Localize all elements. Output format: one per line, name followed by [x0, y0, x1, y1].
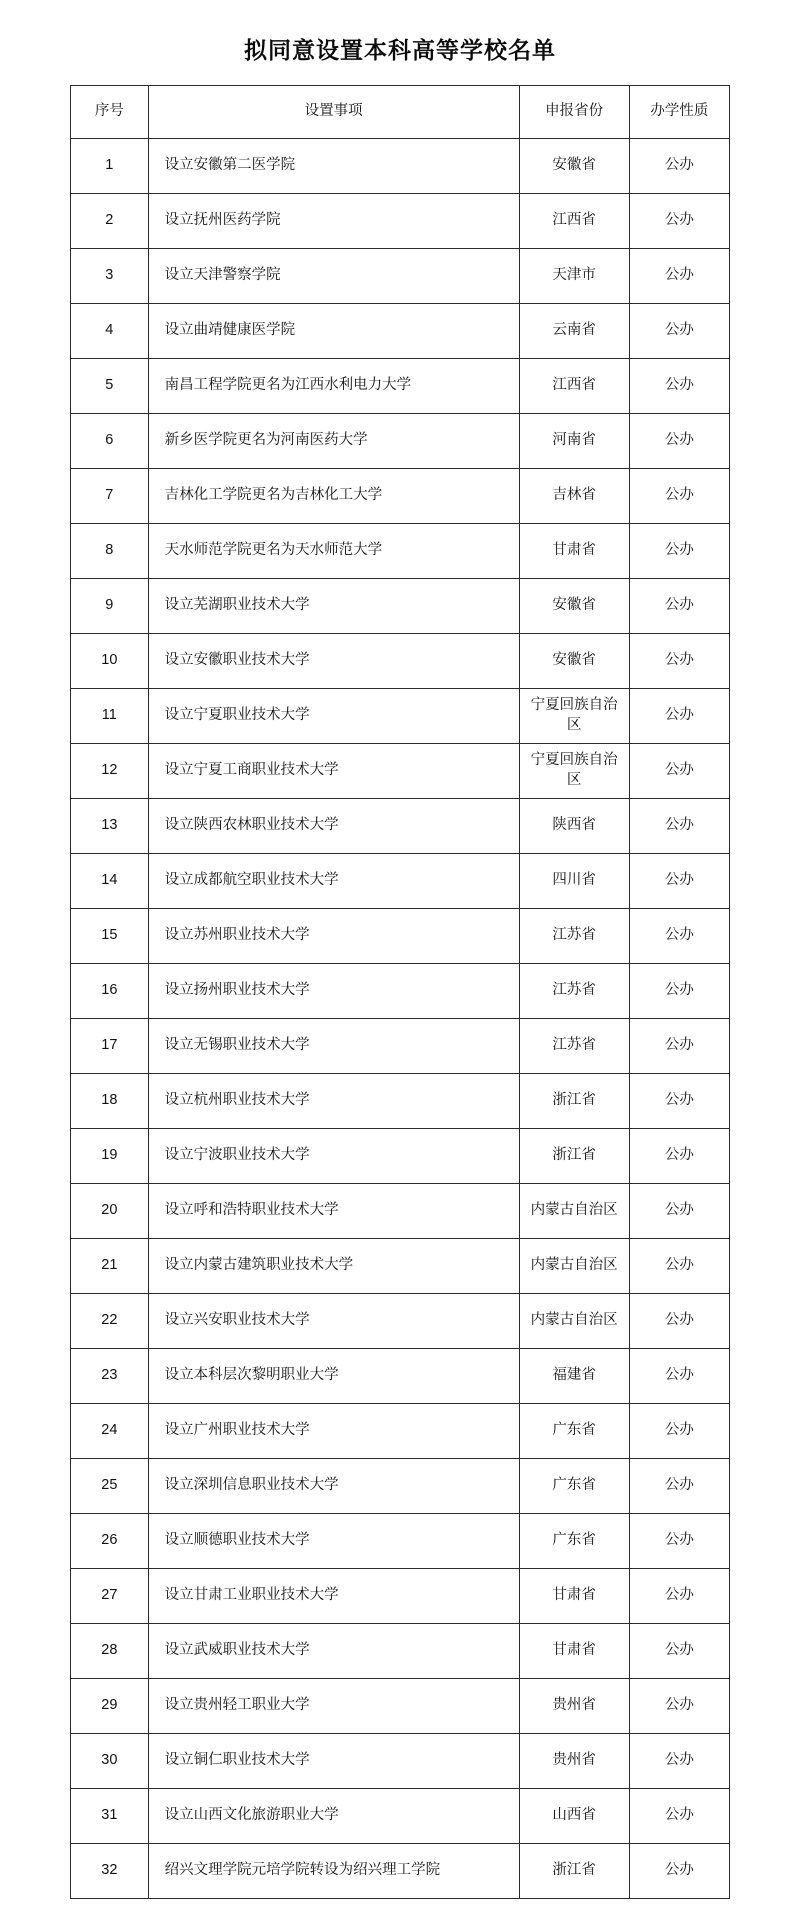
cell-type: 公办	[629, 579, 729, 634]
cell-province: 广东省	[519, 1514, 629, 1569]
table-row	[71, 909, 730, 964]
cell-province: 江苏省	[519, 1019, 629, 1074]
table-row	[71, 249, 730, 304]
cell-item: 设立宁夏工商职业技术大学	[148, 744, 519, 799]
cell-province: 河南省	[519, 414, 629, 469]
cell-index: 17	[71, 1019, 149, 1074]
cell-province: 浙江省	[519, 1074, 629, 1129]
cell-province: 福建省	[519, 1349, 629, 1404]
cell-item: 天水师范学院更名为天水师范大学	[148, 524, 519, 579]
cell-item: 设立顺德职业技术大学	[148, 1514, 519, 1569]
cell-item: 设立甘肃工业职业技术大学	[148, 1569, 519, 1624]
cell-index: 23	[71, 1349, 149, 1404]
cell-province: 安徽省	[519, 139, 629, 194]
cell-item: 设立苏州职业技术大学	[148, 909, 519, 964]
cell-index: 16	[71, 964, 149, 1019]
column-header-index: 序号	[71, 86, 149, 139]
column-header-item: 设置事项	[148, 86, 519, 139]
table-header-row	[71, 86, 730, 139]
cell-type: 公办	[629, 304, 729, 359]
cell-index: 21	[71, 1239, 149, 1294]
cell-item: 绍兴文理学院元培学院转设为绍兴理工学院	[148, 1844, 519, 1899]
table-row	[71, 1789, 730, 1844]
cell-type: 公办	[629, 1074, 729, 1129]
table-row	[71, 1294, 730, 1349]
cell-province: 江苏省	[519, 964, 629, 1019]
cell-index: 13	[71, 799, 149, 854]
table-row	[71, 1459, 730, 1514]
cell-province: 甘肃省	[519, 1569, 629, 1624]
cell-type: 公办	[629, 634, 729, 689]
cell-province: 江西省	[519, 359, 629, 414]
cell-item: 设立广州职业技术大学	[148, 1404, 519, 1459]
cell-province: 浙江省	[519, 1844, 629, 1899]
cell-index: 24	[71, 1404, 149, 1459]
table-row	[71, 1569, 730, 1624]
cell-province: 安徽省	[519, 634, 629, 689]
cell-index: 32	[71, 1844, 149, 1899]
cell-item: 吉林化工学院更名为吉林化工大学	[148, 469, 519, 524]
cell-type: 公办	[629, 1789, 729, 1844]
table-row	[71, 1624, 730, 1679]
cell-index: 1	[71, 139, 149, 194]
page-title: 拟同意设置本科高等学校名单	[244, 37, 556, 63]
cell-item: 设立武威职业技术大学	[148, 1624, 519, 1679]
table-row	[71, 469, 730, 524]
cell-type: 公办	[629, 1624, 729, 1679]
cell-province: 宁夏回族自治区	[519, 744, 629, 799]
cell-province: 山西省	[519, 1789, 629, 1844]
cell-item: 设立扬州职业技术大学	[148, 964, 519, 1019]
cell-province: 内蒙古自治区	[519, 1239, 629, 1294]
cell-type: 公办	[629, 689, 729, 744]
cell-type: 公办	[629, 1019, 729, 1074]
cell-type: 公办	[629, 359, 729, 414]
table-row	[71, 304, 730, 359]
table-row	[71, 744, 730, 799]
cell-item: 设立深圳信息职业技术大学	[148, 1459, 519, 1514]
cell-province: 陕西省	[519, 799, 629, 854]
cell-province: 贵州省	[519, 1734, 629, 1789]
cell-index: 20	[71, 1184, 149, 1239]
table-row	[71, 634, 730, 689]
cell-index: 27	[71, 1569, 149, 1624]
cell-type: 公办	[629, 1734, 729, 1789]
cell-index: 12	[71, 744, 149, 799]
table-row	[71, 1019, 730, 1074]
cell-index: 3	[71, 249, 149, 304]
cell-province: 云南省	[519, 304, 629, 359]
cell-item: 设立本科层次黎明职业大学	[148, 1349, 519, 1404]
cell-index: 30	[71, 1734, 149, 1789]
cell-index: 10	[71, 634, 149, 689]
table-row	[71, 524, 730, 579]
cell-index: 26	[71, 1514, 149, 1569]
cell-item: 设立贵州轻工职业大学	[148, 1679, 519, 1734]
cell-type: 公办	[629, 249, 729, 304]
cell-item: 设立抚州医药学院	[148, 194, 519, 249]
table-row	[71, 139, 730, 194]
cell-index: 18	[71, 1074, 149, 1129]
cell-province: 江苏省	[519, 909, 629, 964]
cell-index: 6	[71, 414, 149, 469]
cell-type: 公办	[629, 854, 729, 909]
table-row	[71, 1679, 730, 1734]
cell-province: 广东省	[519, 1404, 629, 1459]
cell-index: 19	[71, 1129, 149, 1184]
cell-province: 宁夏回族自治区	[519, 689, 629, 744]
cell-index: 25	[71, 1459, 149, 1514]
cell-index: 7	[71, 469, 149, 524]
cell-province: 吉林省	[519, 469, 629, 524]
cell-province: 四川省	[519, 854, 629, 909]
table-row	[71, 1844, 730, 1899]
cell-type: 公办	[629, 1184, 729, 1239]
cell-item: 设立安徽第二医学院	[148, 139, 519, 194]
cell-index: 11	[71, 689, 149, 744]
cell-province: 甘肃省	[519, 524, 629, 579]
cell-province: 安徽省	[519, 579, 629, 634]
cell-item: 设立山西文化旅游职业大学	[148, 1789, 519, 1844]
table-body	[71, 139, 730, 1899]
cell-index: 14	[71, 854, 149, 909]
cell-item: 新乡医学院更名为河南医药大学	[148, 414, 519, 469]
cell-index: 5	[71, 359, 149, 414]
cell-item: 设立宁波职业技术大学	[148, 1129, 519, 1184]
column-header-province: 申报省份	[519, 86, 629, 139]
cell-type: 公办	[629, 1239, 729, 1294]
cell-index: 4	[71, 304, 149, 359]
cell-type: 公办	[629, 139, 729, 194]
cell-type: 公办	[629, 1349, 729, 1404]
cell-item: 设立宁夏职业技术大学	[148, 689, 519, 744]
cell-item: 设立安徽职业技术大学	[148, 634, 519, 689]
cell-province: 甘肃省	[519, 1624, 629, 1679]
cell-type: 公办	[629, 1404, 729, 1459]
cell-type: 公办	[629, 909, 729, 964]
cell-type: 公办	[629, 194, 729, 249]
cell-index: 2	[71, 194, 149, 249]
column-header-type: 办学性质	[629, 86, 729, 139]
cell-type: 公办	[629, 1844, 729, 1899]
table-row	[71, 1734, 730, 1789]
cell-type: 公办	[629, 1569, 729, 1624]
cell-item: 设立兴安职业技术大学	[148, 1294, 519, 1349]
cell-province: 内蒙古自治区	[519, 1184, 629, 1239]
cell-type: 公办	[629, 524, 729, 579]
cell-item: 设立铜仁职业技术大学	[148, 1734, 519, 1789]
cell-index: 9	[71, 579, 149, 634]
cell-type: 公办	[629, 469, 729, 524]
university-list-table	[70, 85, 730, 1899]
table-row	[71, 799, 730, 854]
cell-index: 31	[71, 1789, 149, 1844]
table-row	[71, 854, 730, 909]
table-row	[71, 359, 730, 414]
table-row	[71, 579, 730, 634]
cell-item: 设立陕西农林职业技术大学	[148, 799, 519, 854]
cell-type: 公办	[629, 744, 729, 799]
table-row	[71, 1349, 730, 1404]
cell-type: 公办	[629, 1129, 729, 1184]
cell-item: 设立天津警察学院	[148, 249, 519, 304]
table-header	[71, 86, 730, 139]
table-row	[71, 194, 730, 249]
table-row	[71, 689, 730, 744]
cell-item: 南昌工程学院更名为江西水利电力大学	[148, 359, 519, 414]
table-row	[71, 1184, 730, 1239]
cell-province: 浙江省	[519, 1129, 629, 1184]
cell-item: 设立成都航空职业技术大学	[148, 854, 519, 909]
cell-type: 公办	[629, 1459, 729, 1514]
table-row	[71, 1129, 730, 1184]
table-row	[71, 1514, 730, 1569]
cell-item: 设立杭州职业技术大学	[148, 1074, 519, 1129]
cell-province: 江西省	[519, 194, 629, 249]
cell-province: 天津市	[519, 249, 629, 304]
cell-type: 公办	[629, 414, 729, 469]
cell-type: 公办	[629, 1679, 729, 1734]
table-row	[71, 414, 730, 469]
cell-item: 设立呼和浩特职业技术大学	[148, 1184, 519, 1239]
cell-type: 公办	[629, 1514, 729, 1569]
table-row	[71, 1404, 730, 1459]
cell-index: 22	[71, 1294, 149, 1349]
cell-index: 15	[71, 909, 149, 964]
cell-item: 设立内蒙古建筑职业技术大学	[148, 1239, 519, 1294]
cell-province: 广东省	[519, 1459, 629, 1514]
table-row	[71, 1239, 730, 1294]
cell-province: 贵州省	[519, 1679, 629, 1734]
cell-index: 29	[71, 1679, 149, 1734]
cell-type: 公办	[629, 1294, 729, 1349]
cell-index: 28	[71, 1624, 149, 1679]
cell-item: 设立无锡职业技术大学	[148, 1019, 519, 1074]
cell-type: 公办	[629, 799, 729, 854]
cell-item: 设立芜湖职业技术大学	[148, 579, 519, 634]
table-row	[71, 1074, 730, 1129]
cell-province: 内蒙古自治区	[519, 1294, 629, 1349]
cell-type: 公办	[629, 964, 729, 1019]
cell-index: 8	[71, 524, 149, 579]
table-row	[71, 964, 730, 1019]
cell-item: 设立曲靖健康医学院	[148, 304, 519, 359]
